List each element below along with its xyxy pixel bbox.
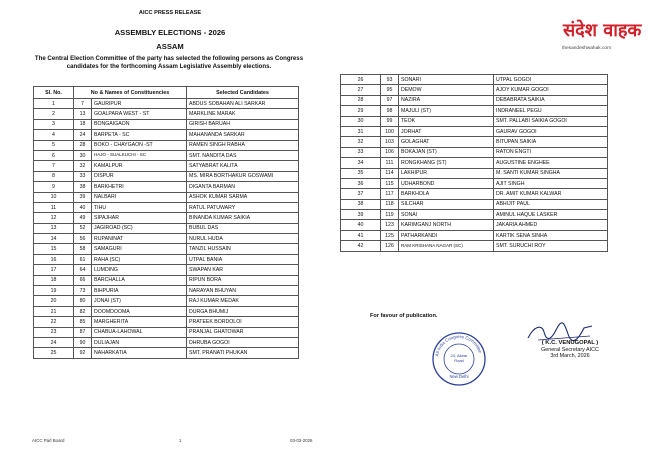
cell-sl-no: 38 — [341, 199, 381, 209]
table-row — [341, 137, 608, 147]
cell-sl-no: 18 — [34, 275, 74, 285]
cell-sl-no: 31 — [341, 126, 381, 136]
cell-candidate: BUBUL DAS — [187, 223, 299, 233]
table-row — [341, 116, 608, 126]
table-row — [341, 147, 608, 157]
intro-paragraph: The Central Election Committee of the party has selected the following persons as Congress candidates for the forthcoming Assam Legislative Assembly elections. — [34, 55, 304, 70]
cell-sl-no: 39 — [341, 210, 381, 220]
cell-constituency: SONAI — [399, 210, 494, 220]
cell-sl-no: 11 — [34, 202, 74, 212]
publication-note: For favour of publication. — [370, 313, 438, 319]
cell-constituency: DULIAJAN — [92, 337, 187, 347]
cell-candidate: PRANJAL GHATOWAR — [187, 327, 299, 337]
page-number: 1 — [179, 438, 182, 443]
cell-sl-no: 17 — [34, 265, 74, 275]
cell-sl-no: 2 — [34, 109, 74, 119]
cell-candidate: RAJ KUMAR MEDAK — [187, 296, 299, 306]
cell-constituency-no: 97 — [381, 95, 399, 105]
table-row — [341, 178, 608, 188]
footer-date: 03-03-2026 — [290, 438, 313, 443]
table-row — [34, 244, 299, 254]
cell-constituency-no: 126 — [381, 241, 399, 251]
table-row — [341, 230, 608, 240]
header-constituency: No & Names of Constituencies — [74, 87, 187, 99]
cell-constituency: DISPUR — [92, 171, 187, 181]
table-row — [34, 161, 299, 171]
cell-constituency: GAURIPUR — [92, 99, 187, 109]
cell-constituency: RAM KRISHANA NAGAR (SC) — [399, 241, 494, 251]
cell-candidate: BITUPAN SAIKIA — [494, 137, 608, 147]
logo-text: संदेश वाहक — [563, 20, 642, 41]
cell-constituency: SILCHAR — [399, 199, 494, 209]
cell-sl-no: 27 — [341, 85, 381, 95]
table-row — [341, 210, 608, 220]
cell-constituency-no: 99 — [381, 116, 399, 126]
cell-sl-no: 36 — [341, 178, 381, 188]
cell-constituency: KARIMGANJ NORTH — [399, 220, 494, 230]
cell-constituency-no: 30 — [74, 150, 92, 160]
table-header-row — [34, 87, 299, 99]
cell-sl-no: 5 — [34, 140, 74, 150]
cell-constituency-no: 103 — [381, 137, 399, 147]
cell-sl-no: 4 — [34, 130, 74, 140]
cell-sl-no: 20 — [34, 296, 74, 306]
cell-constituency: GOALPARA WEST - ST — [92, 109, 187, 119]
sandesh-wahak-logo-icon — [555, 14, 647, 64]
cell-candidate: RATON ENGTI — [494, 147, 608, 157]
table-row — [34, 99, 299, 109]
cell-constituency-no: 123 — [381, 220, 399, 230]
cell-constituency: CHABUA-LAHOWAL — [92, 327, 187, 337]
cell-constituency: TEOK — [399, 116, 494, 126]
table-row — [34, 286, 299, 296]
cell-constituency-no: 40 — [74, 202, 92, 212]
cell-constituency: KAMALPUR — [92, 161, 187, 171]
cell-candidate: JAKARIA AHMED — [494, 220, 608, 230]
cell-candidate: SATYABRAT KALITA — [187, 161, 299, 171]
cell-constituency-no: 98 — [381, 106, 399, 116]
cell-constituency-no: 117 — [381, 189, 399, 199]
table-row — [34, 119, 299, 129]
cell-candidate: DEBABRATA SAIKIA — [494, 95, 608, 105]
cell-constituency-no: 28 — [74, 140, 92, 150]
table-row — [34, 275, 299, 285]
cell-sl-no: 3 — [34, 119, 74, 129]
table-row — [341, 241, 608, 251]
cell-constituency: BOKAJAN (ST) — [399, 147, 494, 157]
cell-candidate: DHRUBA GOGOI — [187, 337, 299, 347]
cell-candidate: AJOY KUMAR GOGOI — [494, 85, 608, 95]
table-row — [34, 337, 299, 347]
cell-constituency: DOOMDOOMA — [92, 306, 187, 316]
left-table-body — [34, 99, 299, 359]
cell-constituency: JORHAT — [399, 126, 494, 136]
cell-constituency: BARCHALLA — [92, 275, 187, 285]
cell-sl-no: 24 — [34, 337, 74, 347]
cell-candidate: SMT. PALLABI SAIKIA GOGOI — [494, 116, 608, 126]
cell-constituency: RAHA (SC) — [92, 254, 187, 264]
cell-candidate: TANZIL HUSSAIN — [187, 244, 299, 254]
table-row — [34, 296, 299, 306]
cell-candidate: AUGUSTINE ENGHEE — [494, 158, 608, 168]
cell-constituency-no: 32 — [74, 161, 92, 171]
cell-constituency-no: 93 — [381, 75, 399, 85]
cell-constituency-no: 24 — [74, 130, 92, 140]
table-row — [341, 189, 608, 199]
cell-constituency-no: 58 — [74, 244, 92, 254]
cell-sl-no: 1 — [34, 99, 74, 109]
cell-constituency-no: 66 — [74, 275, 92, 285]
table-row — [34, 130, 299, 140]
table-row — [34, 192, 299, 202]
table-row — [34, 317, 299, 327]
cell-constituency-no: 49 — [74, 213, 92, 223]
cell-constituency: LUMDING — [92, 265, 187, 275]
cell-constituency: PATHARKANDI — [399, 230, 494, 240]
cell-candidate: PRATEEK BORDOLOI — [187, 317, 299, 327]
cell-constituency: MAJULI (ST) — [399, 106, 494, 116]
cell-candidate: DR. AMIT KUMAR KALWAR — [494, 189, 608, 199]
state-title: ASSAM — [156, 42, 184, 51]
seal-text: New Delhi — [449, 374, 469, 379]
cell-candidate: ABHIJIT PAUL — [494, 199, 608, 209]
cell-candidate: AMINUL HAQUE LASKER — [494, 210, 608, 220]
cell-constituency: NAHARKATIA — [92, 348, 187, 358]
cell-sl-no: 8 — [34, 171, 74, 181]
cell-candidate: SMT. NANDITA DAS — [187, 150, 299, 160]
cell-constituency: LAKHIPUR — [399, 168, 494, 178]
cell-candidate: KARTIK SENA SINHA — [494, 230, 608, 240]
cell-constituency: MARGHERITA — [92, 317, 187, 327]
cell-sl-no: 37 — [341, 189, 381, 199]
cell-constituency-no: 115 — [381, 178, 399, 188]
cell-constituency: JAGIROAD (SC) — [92, 223, 187, 233]
table-row — [34, 150, 299, 160]
table-row — [34, 140, 299, 150]
cell-constituency: BONGAIGAON — [92, 119, 187, 129]
table-row — [34, 202, 299, 212]
cell-sl-no: 14 — [34, 234, 74, 244]
table-row — [34, 234, 299, 244]
cell-candidate: UTPAL GOGOI — [494, 75, 608, 85]
cell-sl-no: 25 — [34, 348, 74, 358]
cell-constituency-no: 119 — [381, 210, 399, 220]
signatory-title: General Secretary AICC — [541, 346, 599, 353]
cell-sl-no: 9 — [34, 182, 74, 192]
table-row — [341, 220, 608, 230]
cell-sl-no: 32 — [341, 137, 381, 147]
cell-constituency-no: 52 — [74, 223, 92, 233]
cell-sl-no: 23 — [34, 327, 74, 337]
cell-sl-no: 19 — [34, 286, 74, 296]
cell-candidate: NARAYAN BHUYAN — [187, 286, 299, 296]
cell-constituency-no: 61 — [74, 254, 92, 264]
cell-candidate: RIPUN BORA — [187, 275, 299, 285]
cell-constituency-no: 106 — [381, 147, 399, 157]
cell-constituency-no: 118 — [381, 199, 399, 209]
cell-sl-no: 12 — [34, 213, 74, 223]
cell-constituency: HAJO - SUALKUCHI - SC — [92, 150, 187, 160]
cell-sl-no: 28 — [341, 95, 381, 105]
table-row — [34, 171, 299, 181]
cell-constituency-no: 80 — [74, 296, 92, 306]
cell-constituency: SAMAGURI — [92, 244, 187, 254]
cell-constituency: SIPAJHAR — [92, 213, 187, 223]
cell-sl-no: 34 — [341, 158, 381, 168]
cell-candidate: AJIT SINGH — [494, 178, 608, 188]
seal-text: All India Congress Committee — [434, 333, 483, 357]
cell-candidate: SMT. SURUCHI ROY — [494, 241, 608, 251]
table-row — [34, 254, 299, 264]
cell-constituency-no: 100 — [381, 126, 399, 136]
cell-constituency-no: 95 — [381, 85, 399, 95]
table-row — [341, 95, 608, 105]
cell-candidate: BINANDA KUMAR SAIKIA — [187, 213, 299, 223]
cell-candidate: NURUL HUDA — [187, 234, 299, 244]
cell-constituency-no: 38 — [74, 182, 92, 192]
cell-candidate: MS. MIRA BORTHAKUR GOSWAMI — [187, 171, 299, 181]
cell-constituency: JONAI (ST) — [92, 296, 187, 306]
signatory-date: 3rd March, 2026 — [550, 353, 590, 360]
cell-sl-no: 35 — [341, 168, 381, 178]
cell-constituency-no: 92 — [74, 348, 92, 358]
cell-constituency: DEMOW — [399, 85, 494, 95]
seal-text: 24, Akbar — [450, 353, 468, 358]
cell-constituency-no: 114 — [381, 168, 399, 178]
cell-constituency: GOLAGHAT — [399, 137, 494, 147]
cell-sl-no: 40 — [341, 220, 381, 230]
cell-constituency-no: 39 — [74, 192, 92, 202]
cell-constituency: RONGKHANG (ST) — [399, 158, 494, 168]
cell-constituency: BIHPURIA — [92, 286, 187, 296]
cell-sl-no: 29 — [341, 106, 381, 116]
table-row — [34, 223, 299, 233]
cell-constituency-no: 64 — [74, 265, 92, 275]
cell-constituency-no: 56 — [74, 234, 92, 244]
signatory-name: ( K.C. VENUGOPAL ) — [541, 340, 599, 346]
cell-constituency: NAZIRA — [399, 95, 494, 105]
cell-candidate: SMT. PRANATI PHUKAN — [187, 348, 299, 358]
header-candidate: Selected Candidates — [187, 87, 299, 99]
table-row — [341, 75, 608, 85]
cell-constituency-no: 90 — [74, 337, 92, 347]
table-row — [34, 265, 299, 275]
cell-candidate: RAMEN SINGH RABHA — [187, 140, 299, 150]
table-row — [341, 106, 608, 116]
cell-constituency: BARKHETRI — [92, 182, 187, 192]
cell-constituency-no: 82 — [74, 306, 92, 316]
cell-candidate: DURGA BHUMIJ — [187, 306, 299, 316]
cell-candidate: GIRISH BARUAH — [187, 119, 299, 129]
cell-constituency-no: 33 — [74, 171, 92, 181]
cell-constituency-no: 125 — [381, 230, 399, 240]
cell-candidate: M. SANTI KUMAR SINGHA — [494, 168, 608, 178]
cell-candidate: GAURAV GOGOI — [494, 126, 608, 136]
cell-sl-no: 6 — [34, 150, 74, 160]
table-row — [34, 109, 299, 119]
cell-sl-no: 7 — [34, 161, 74, 171]
cell-constituency: BARKHOLA — [399, 189, 494, 199]
cell-constituency-no: 111 — [381, 158, 399, 168]
footer-left: AICC Parl Board — [32, 438, 65, 443]
cell-constituency-no: 18 — [74, 119, 92, 129]
cell-candidate: ABDUS SOBAHAN ALI SARKAR — [187, 99, 299, 109]
cell-candidate: RATUL PATUWARY — [187, 202, 299, 212]
cell-sl-no: 22 — [34, 317, 74, 327]
cell-constituency-no: 13 — [74, 109, 92, 119]
table-row — [341, 199, 608, 209]
cell-constituency-no: 73 — [74, 286, 92, 296]
cell-constituency: RUPANINAT — [92, 234, 187, 244]
cell-constituency: BOKO - CHAYGAON -ST — [92, 140, 187, 150]
table-row — [34, 182, 299, 192]
cell-sl-no: 30 — [341, 116, 381, 126]
cell-sl-no: 21 — [34, 306, 74, 316]
cell-candidate: ASHOK KUMAR SARMA — [187, 192, 299, 202]
cell-constituency: NALBARI — [92, 192, 187, 202]
cell-constituency-no: 87 — [74, 327, 92, 337]
cell-candidate: UTPAL BANIA — [187, 254, 299, 264]
table-row — [34, 348, 299, 358]
candidates-table-left — [33, 86, 299, 359]
signatory-block — [505, 340, 635, 360]
cell-candidate: MARKLINE MARAK — [187, 109, 299, 119]
logo-url: thesandeshwahak.com — [562, 46, 612, 51]
candidates-table-right — [340, 74, 608, 252]
table-row — [341, 85, 608, 95]
cell-constituency: BARPETA - SC — [92, 130, 187, 140]
document-title: ASSEMBLY ELECTIONS - 2026 — [114, 28, 226, 37]
cell-candidate: DIGANTA BARMAN — [187, 182, 299, 192]
cell-sl-no: 26 — [341, 75, 381, 85]
cell-sl-no: 15 — [34, 244, 74, 254]
right-table-body — [341, 75, 608, 252]
congress-seal-icon — [430, 330, 488, 388]
cell-sl-no: 33 — [341, 147, 381, 157]
press-release-label: AICC PRESS RELEASE — [138, 10, 202, 16]
cell-candidate: SWAPAN KAR — [187, 265, 299, 275]
table-row — [341, 168, 608, 178]
cell-sl-no: 42 — [341, 241, 381, 251]
table-row — [34, 213, 299, 223]
cell-candidate: INDRANEEL PEGU — [494, 106, 608, 116]
cell-constituency-no: 85 — [74, 317, 92, 327]
table-row — [341, 126, 608, 136]
cell-sl-no: 10 — [34, 192, 74, 202]
cell-sl-no: 13 — [34, 223, 74, 233]
cell-candidate: MAHANANDA SARKAR — [187, 130, 299, 140]
cell-constituency: UDHARBOND — [399, 178, 494, 188]
cell-constituency: SONARI — [399, 75, 494, 85]
cell-constituency-no: 7 — [74, 99, 92, 109]
seal-text: Road — [454, 358, 464, 363]
cell-sl-no: 16 — [34, 254, 74, 264]
table-row — [341, 158, 608, 168]
cell-constituency: TIHU — [92, 202, 187, 212]
header-sl-no: Sl. No. — [34, 87, 74, 99]
cell-sl-no: 41 — [341, 230, 381, 240]
table-row — [34, 327, 299, 337]
table-row — [34, 306, 299, 316]
